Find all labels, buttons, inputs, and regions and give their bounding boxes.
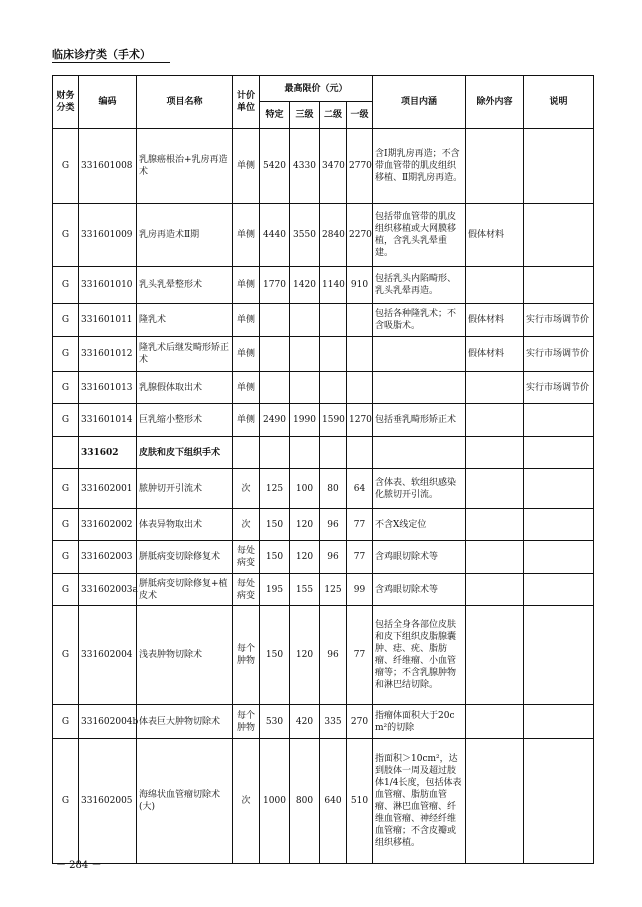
cell-l1: 99 <box>347 574 373 606</box>
cell-l3: 3550 <box>290 204 320 267</box>
col-header-name: 项目名称 <box>137 76 233 129</box>
cell-l2: 3470 <box>320 129 347 204</box>
cell-l1: 2770 <box>347 129 373 204</box>
cell-l3: 1420 <box>290 267 320 304</box>
cell-unit: 单侧 <box>233 267 260 304</box>
cell-excl <box>466 372 524 404</box>
cell-note <box>524 739 594 864</box>
cell-l1: 510 <box>347 739 373 864</box>
cell-excl: 假体材料 <box>466 204 524 267</box>
cell-l3: 100 <box>290 469 320 509</box>
cell-code: 331602004b <box>79 705 137 739</box>
cell-l2: 1590 <box>320 404 347 437</box>
cell-content: 包括各种隆乳术；不含吸脂术。 <box>373 304 466 337</box>
cell-content: 包括垂乳畸形矫正术 <box>373 404 466 437</box>
cell-name: 皮肤和皮下组织手术 <box>137 437 233 469</box>
cell-l2: 2840 <box>320 204 347 267</box>
table-row <box>53 606 594 705</box>
cell-name: 胼胝病变切除修复术 <box>137 541 233 574</box>
cell-name: 巨乳缩小整形术 <box>137 404 233 437</box>
cell-l3: 120 <box>290 606 320 705</box>
cell-l2 <box>320 337 347 372</box>
col-header-note: 说明 <box>524 76 594 129</box>
cell-note <box>524 204 594 267</box>
cell-fin: G <box>53 606 79 705</box>
cell-name: 胼胝病变切除修复+植皮术 <box>137 574 233 606</box>
cell-unit: 单侧 <box>233 129 260 204</box>
cell-fin <box>53 437 79 469</box>
cell-note: 实行市场调节价 <box>524 372 594 404</box>
cell-code: 331601013 <box>79 372 137 404</box>
table-row <box>53 372 594 404</box>
cell-fin: G <box>53 204 79 267</box>
cell-l3: 1990 <box>290 404 320 437</box>
cell-l3 <box>290 304 320 337</box>
cell-unit: 单侧 <box>233 304 260 337</box>
cell-note <box>524 705 594 739</box>
cell-name: 乳头乳晕整形术 <box>137 267 233 304</box>
table-row <box>53 337 594 372</box>
cell-special <box>260 372 290 404</box>
cell-fin: G <box>53 267 79 304</box>
cell-special: 1770 <box>260 267 290 304</box>
cell-special: 4440 <box>260 204 290 267</box>
cell-unit: 单侧 <box>233 372 260 404</box>
cell-fin: G <box>53 304 79 337</box>
col-header-maxprice: 最高限价（元） <box>260 76 373 102</box>
col-header-excl: 除外内容 <box>466 76 524 129</box>
cell-excl <box>466 129 524 204</box>
table-row <box>53 541 594 574</box>
cell-l2: 96 <box>320 606 347 705</box>
cell-l3: 120 <box>290 509 320 541</box>
cell-code: 331602003a <box>79 574 137 606</box>
table-row <box>53 437 594 469</box>
cell-code: 331601009 <box>79 204 137 267</box>
cell-content: 包括带血管带的肌皮组织移植或大网膜移植，含乳头乳晕重建。 <box>373 204 466 267</box>
cell-excl <box>466 437 524 469</box>
cell-l3 <box>290 337 320 372</box>
table-row <box>53 129 594 204</box>
cell-unit: 次 <box>233 509 260 541</box>
cell-unit: 单侧 <box>233 337 260 372</box>
cell-content: 含Ⅰ期乳房再造；不含带血管带的肌皮组织移植、Ⅱ期乳房再造。 <box>373 129 466 204</box>
cell-name: 脓肿切开引流术 <box>137 469 233 509</box>
cell-name: 乳腺假体取出术 <box>137 372 233 404</box>
cell-fin: G <box>53 574 79 606</box>
cell-name: 海绵状血管瘤切除术(大) <box>137 739 233 864</box>
cell-special <box>260 304 290 337</box>
cell-special: 1000 <box>260 739 290 864</box>
cell-note <box>524 469 594 509</box>
cell-name: 乳房再造术Ⅱ期 <box>137 204 233 267</box>
cell-name: 体表异物取出术 <box>137 509 233 541</box>
cell-l3: 420 <box>290 705 320 739</box>
cell-content <box>373 337 466 372</box>
cell-content: 不含X线定位 <box>373 509 466 541</box>
cell-unit: 次 <box>233 739 260 864</box>
cell-code: 331601014 <box>79 404 137 437</box>
cell-l1: 1270 <box>347 404 373 437</box>
col-header-l2: 二级 <box>320 102 347 129</box>
cell-l1: 77 <box>347 541 373 574</box>
cell-l1: 77 <box>347 606 373 705</box>
cell-unit: 次 <box>233 469 260 509</box>
cell-content <box>373 372 466 404</box>
table-row <box>53 509 594 541</box>
cell-l1 <box>347 304 373 337</box>
cell-note <box>524 129 594 204</box>
cell-l2: 1140 <box>320 267 347 304</box>
cell-l1: 77 <box>347 509 373 541</box>
cell-l2: 96 <box>320 541 347 574</box>
cell-unit: 每处病变 <box>233 541 260 574</box>
cell-l2: 335 <box>320 705 347 739</box>
page-category-header: 临床诊疗类（手术） <box>52 48 151 61</box>
cell-fin: G <box>53 129 79 204</box>
table-row <box>53 739 594 864</box>
cell-code: 331601012 <box>79 337 137 372</box>
cell-l1 <box>347 437 373 469</box>
cell-content: 指面积＞10cm²，达到肢体一周及超过肢体1/4长度，包括体表血管瘤、脂肪血管瘤、淋巴血管瘤、纤维血管瘤、神经纤维血管瘤；不含皮瓣或组织移植。 <box>373 739 466 864</box>
cell-excl <box>466 469 524 509</box>
cell-unit: 每处病变 <box>233 574 260 606</box>
cell-fin: G <box>53 705 79 739</box>
cell-excl <box>466 509 524 541</box>
table-row <box>53 204 594 267</box>
cell-content: 包括乳头内陷畸形、乳头乳晕再造。 <box>373 267 466 304</box>
cell-name: 体表巨大肿物切除术 <box>137 705 233 739</box>
cell-note: 实行市场调节价 <box>524 337 594 372</box>
table-row <box>53 404 594 437</box>
col-header-code: 编码 <box>79 76 137 129</box>
cell-note <box>524 509 594 541</box>
cell-l3: 120 <box>290 541 320 574</box>
cell-l3: 155 <box>290 574 320 606</box>
cell-excl <box>466 267 524 304</box>
cell-excl <box>466 739 524 864</box>
cell-code: 331602005 <box>79 739 137 864</box>
col-header-l3: 三级 <box>290 102 320 129</box>
cell-excl <box>466 606 524 705</box>
col-header-unit: 计价单位 <box>233 76 260 129</box>
col-header-special: 特定 <box>260 102 290 129</box>
cell-fin: G <box>53 337 79 372</box>
cell-unit: 单侧 <box>233 204 260 267</box>
cell-l1 <box>347 372 373 404</box>
cell-special: 150 <box>260 541 290 574</box>
cell-note <box>524 437 594 469</box>
cell-note <box>524 404 594 437</box>
cell-content: 指瘤体面积大于20cm²的切除 <box>373 705 466 739</box>
cell-name: 隆乳术后继发畸形矫正术 <box>137 337 233 372</box>
cell-content: 包括全身各部位皮肤和皮下组织皮脂腺囊肿、痣、疣、脂肪瘤、纤维瘤、小血管瘤等；不含乳腺肿物和淋巴结切除。 <box>373 606 466 705</box>
cell-l2: 640 <box>320 739 347 864</box>
cell-excl <box>466 574 524 606</box>
cell-unit <box>233 437 260 469</box>
cell-content: 含鸡眼切除术等 <box>373 541 466 574</box>
cell-unit: 每个肿物 <box>233 705 260 739</box>
cell-fin: G <box>53 404 79 437</box>
cell-special: 150 <box>260 509 290 541</box>
cell-fin: G <box>53 509 79 541</box>
col-header-content: 项目内涵 <box>373 76 466 129</box>
cell-special: 125 <box>260 469 290 509</box>
cell-l2 <box>320 372 347 404</box>
cell-code: 331602002 <box>79 509 137 541</box>
cell-l2: 80 <box>320 469 347 509</box>
cell-l1: 2270 <box>347 204 373 267</box>
cell-excl <box>466 705 524 739</box>
cell-fin: G <box>53 372 79 404</box>
cell-special <box>260 437 290 469</box>
cell-code: 331601010 <box>79 267 137 304</box>
cell-l2: 125 <box>320 574 347 606</box>
cell-special: 530 <box>260 705 290 739</box>
cell-l1: 910 <box>347 267 373 304</box>
cell-excl: 假体材料 <box>466 304 524 337</box>
cell-unit: 单侧 <box>233 404 260 437</box>
page-number: － 284 － <box>56 860 102 871</box>
cell-l3: 4330 <box>290 129 320 204</box>
cell-note <box>524 606 594 705</box>
cell-note: 实行市场调节价 <box>524 304 594 337</box>
cell-unit: 每个肿物 <box>233 606 260 705</box>
cell-code: 331602001 <box>79 469 137 509</box>
cell-l3 <box>290 437 320 469</box>
cell-l2 <box>320 437 347 469</box>
cell-l1: 270 <box>347 705 373 739</box>
cell-special: 2490 <box>260 404 290 437</box>
cell-note <box>524 574 594 606</box>
table-row <box>53 574 594 606</box>
cell-special: 195 <box>260 574 290 606</box>
cell-name: 浅表肿物切除术 <box>137 606 233 705</box>
cell-l3 <box>290 372 320 404</box>
cell-l2: 96 <box>320 509 347 541</box>
cell-l2 <box>320 304 347 337</box>
cell-special <box>260 337 290 372</box>
cell-content <box>373 437 466 469</box>
cell-excl <box>466 404 524 437</box>
cell-code: 331601011 <box>79 304 137 337</box>
cell-name: 隆乳术 <box>137 304 233 337</box>
fee-schedule-table <box>52 75 594 864</box>
cell-special: 150 <box>260 606 290 705</box>
col-header-l1: 一级 <box>347 102 373 129</box>
cell-content: 含体表、软组织感染化脓切开引流。 <box>373 469 466 509</box>
table-row <box>53 267 594 304</box>
cell-l3: 800 <box>290 739 320 864</box>
cell-excl <box>466 541 524 574</box>
cell-l1: 64 <box>347 469 373 509</box>
cell-excl: 假体材料 <box>466 337 524 372</box>
header-underline <box>52 62 170 63</box>
cell-name: 乳腺癌根治+乳房再造术 <box>137 129 233 204</box>
table-row <box>53 469 594 509</box>
cell-code: 331601008 <box>79 129 137 204</box>
cell-fin: G <box>53 541 79 574</box>
table-row <box>53 705 594 739</box>
cell-code: 331602 <box>79 437 137 469</box>
cell-content: 含鸡眼切除术等 <box>373 574 466 606</box>
col-header-fin: 财务分类 <box>53 76 79 129</box>
cell-code: 331602003 <box>79 541 137 574</box>
cell-note <box>524 541 594 574</box>
cell-special: 5420 <box>260 129 290 204</box>
cell-fin: G <box>53 739 79 864</box>
cell-note <box>524 267 594 304</box>
cell-l1 <box>347 337 373 372</box>
table-row <box>53 304 594 337</box>
cell-fin: G <box>53 469 79 509</box>
cell-code: 331602004 <box>79 606 137 705</box>
